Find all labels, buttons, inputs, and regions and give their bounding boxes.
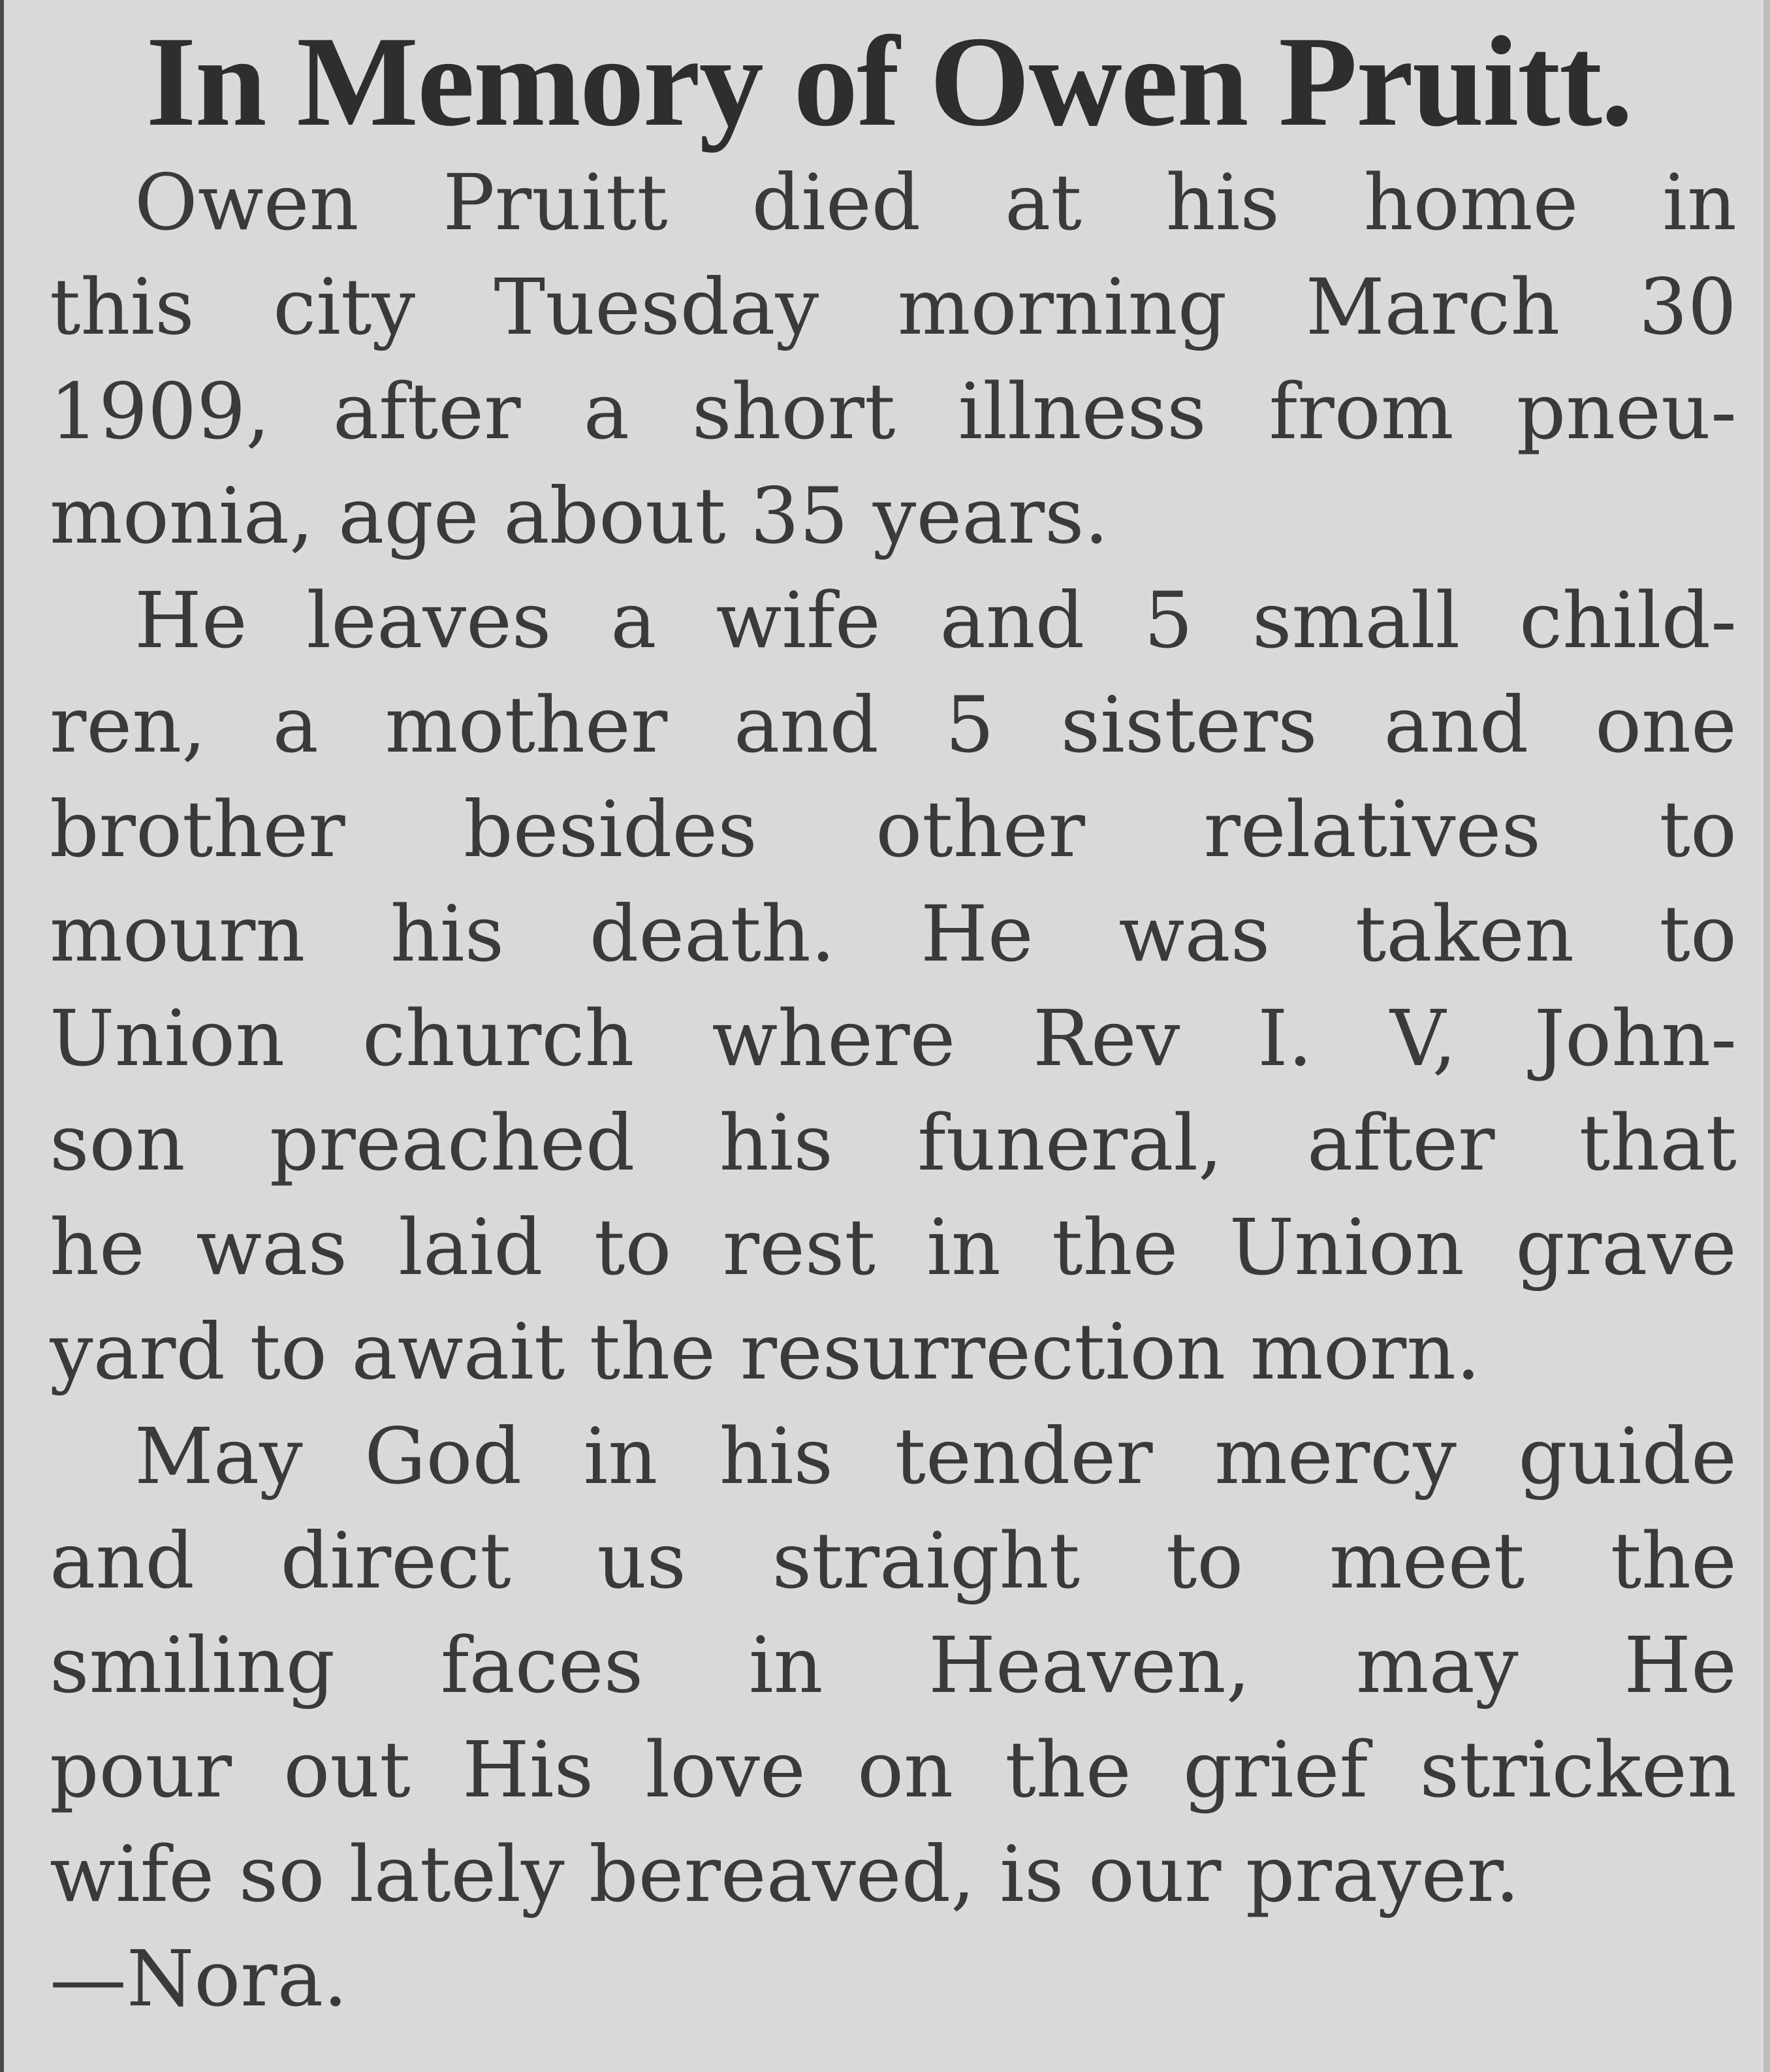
signature-text: —Nora. <box>50 1934 348 2024</box>
headline: In Memory of Owen Pruitt. <box>146 10 1632 153</box>
text-line: he was laid to rest in the Union grave <box>50 1202 1737 1292</box>
signature <box>50 1926 1737 2031</box>
text-line: mourn his death. He was taken to <box>50 889 1737 979</box>
text-line: monia, age about 35 years. <box>50 471 1109 561</box>
text-line: 1909, after a short illness from pneu- <box>50 366 1737 456</box>
text-line: Union church where Rev I. V, John- <box>50 993 1737 1083</box>
paragraph-prayer <box>50 1404 1737 1926</box>
text-line: wife so lately bereaved, is our prayer. <box>50 1829 1520 1919</box>
paragraph-death-notice <box>50 150 1737 568</box>
text-line: and direct us straight to meet the <box>50 1516 1737 1606</box>
text-line: He leaves a wife and 5 small child- <box>134 575 1737 665</box>
text-line: May God in his tender mercy guide <box>134 1411 1737 1501</box>
text-line: brother besides other relatives to <box>50 784 1737 874</box>
text-line: son preached his funeral, after that <box>50 1098 1737 1188</box>
text-line: yard to await the resurrection morn. <box>50 1307 1481 1397</box>
text-line: this city Tuesday morning March 30 <box>50 262 1737 352</box>
text-line: smiling faces in Heaven, may He <box>50 1620 1737 1710</box>
text-line: ren, a mother and 5 sisters and one <box>50 680 1737 770</box>
paragraph-survivors-funeral <box>50 568 1737 1404</box>
text-line: Owen Pruitt died at his home in <box>134 157 1737 247</box>
text-line: pour out His love on the grief stricken <box>50 1725 1737 1815</box>
